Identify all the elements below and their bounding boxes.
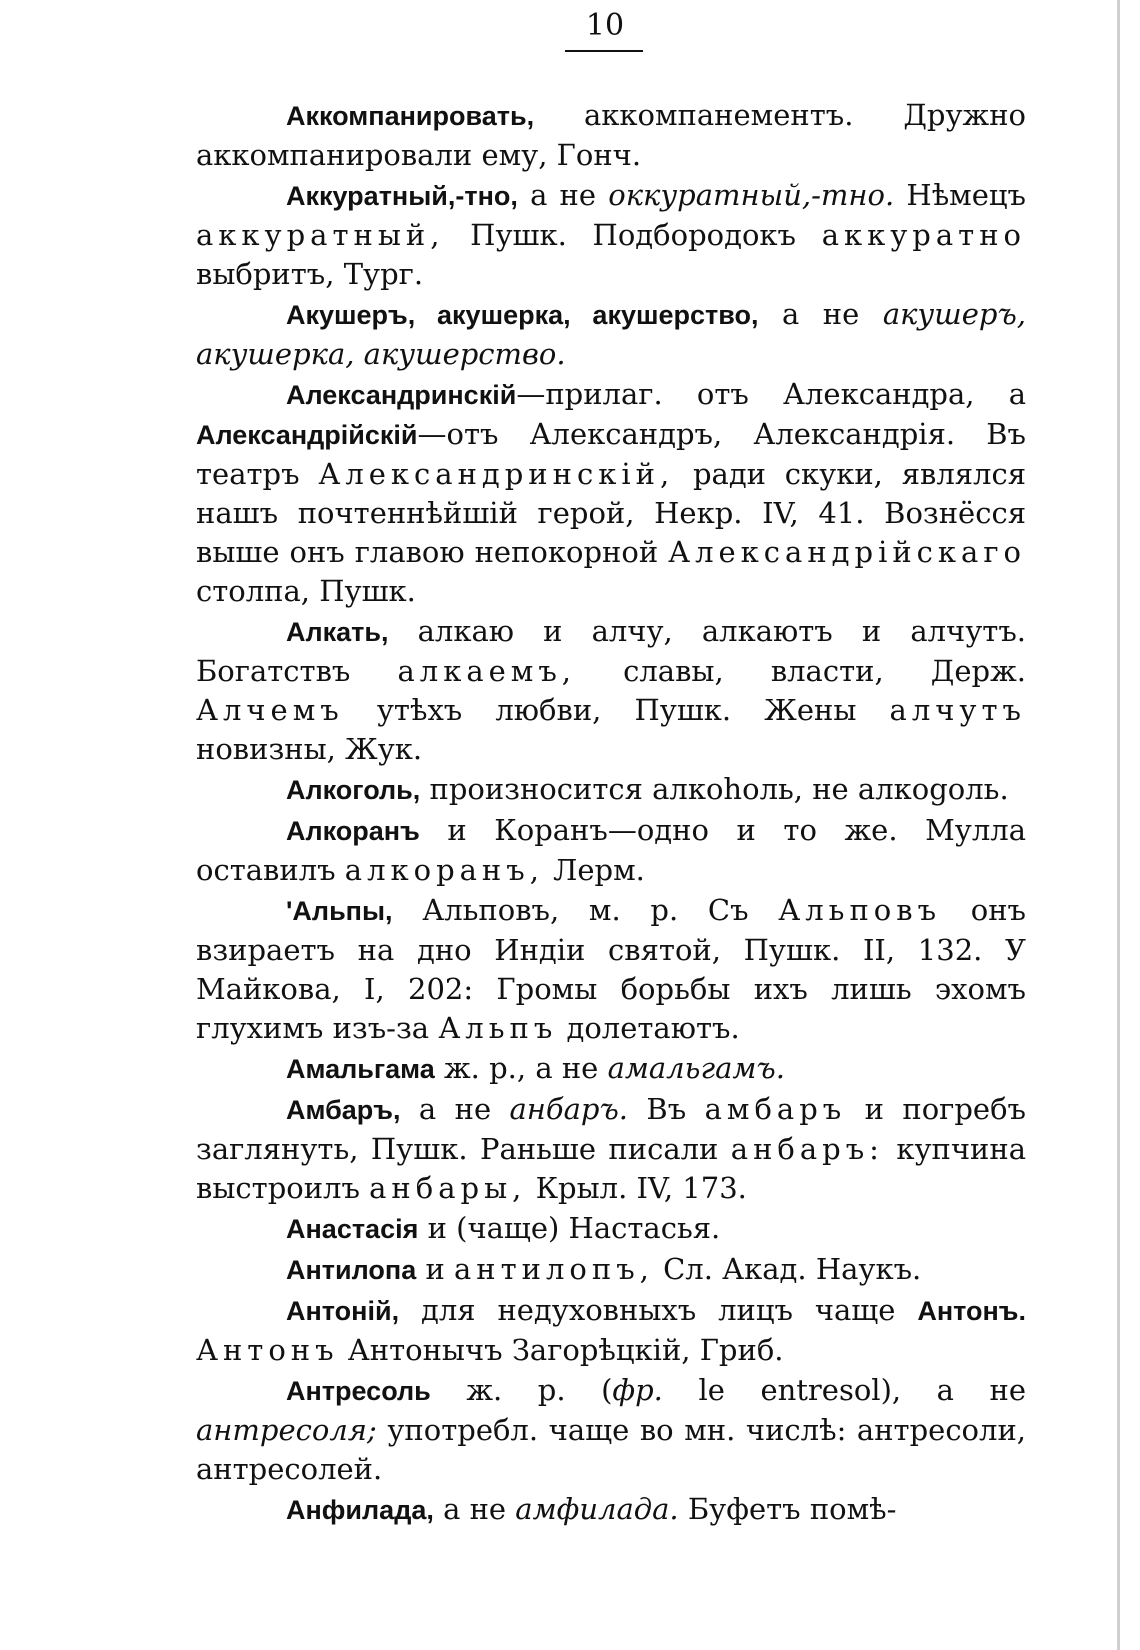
- entry-antresol: [196, 1371, 1026, 1489]
- incorrect-form: оккуратный,-тно.: [608, 178, 895, 212]
- entry-alkat: [196, 612, 1026, 769]
- spaced-example: Альпъ: [438, 1011, 558, 1045]
- entry-text: произносится алкоhоль, не алкоgоль.: [420, 772, 1009, 806]
- entry-text: —отъ Александръ, Александрія. Въ театръ: [196, 417, 1026, 491]
- incorrect-form: амальгамъ.: [607, 1051, 785, 1085]
- entry-alkogol: [196, 770, 1026, 810]
- spaced-example: Альповъ: [778, 893, 942, 927]
- abbreviation: фр.: [612, 1373, 663, 1407]
- entry-text: употребл. чаще во мн. числѣ: антресоли, антресолей.: [196, 1413, 1026, 1486]
- page-number: 10: [585, 8, 625, 43]
- headword: Алкоранъ: [286, 816, 420, 846]
- entry-text: ж. р., а не: [434, 1051, 608, 1085]
- spaced-example: алкаемъ,: [397, 654, 576, 688]
- entry-text: Нѣмецъ: [894, 178, 1026, 212]
- entry-text: Антонычъ Загорѣцкій, Гриб.: [338, 1333, 784, 1367]
- entry-text: и погребъ заглянуть, Пушк. Раньше писали: [196, 1092, 1027, 1166]
- entry-text: Альповъ, м. р. Съ: [392, 893, 779, 927]
- entry-akusher: [196, 295, 1026, 374]
- entry-alkoran: [196, 811, 1026, 890]
- entry-text: а не: [400, 1092, 510, 1126]
- entry-text: утѣхъ любви, Пушк. Жены: [343, 693, 890, 727]
- spaced-example: аккуратный,: [196, 218, 445, 252]
- entry-text: ж. р. (: [430, 1373, 613, 1407]
- entry-antilopa: [196, 1250, 1026, 1290]
- headword: Амбаръ,: [286, 1095, 401, 1125]
- spaced-example: анбаръ:: [730, 1132, 884, 1166]
- entry-aleksandrinsky: [196, 375, 1026, 611]
- entry-text: а не: [758, 297, 883, 331]
- entry-text: столпа, Пушк.: [196, 574, 416, 608]
- entry-anastasia: [196, 1209, 1026, 1249]
- headword: Александрійскій: [196, 420, 418, 450]
- page-edge: [1117, 0, 1120, 1650]
- entry-text: славы, власти, Держ.: [576, 654, 1026, 688]
- incorrect-form: амфилада.: [515, 1492, 679, 1526]
- headword: Антонъ.: [917, 1296, 1026, 1326]
- entry-text: Буфетъ помѣ-: [678, 1492, 897, 1526]
- headword: Аккуратный,-тно,: [286, 181, 518, 211]
- incorrect-form: акушеръ, акушерка, акушерство.: [196, 297, 1027, 371]
- entry-text: а не: [433, 1492, 516, 1526]
- spaced-example: Александринскій,: [318, 457, 675, 491]
- headword: Алкать,: [286, 617, 389, 647]
- entry-text: le entresol), а не: [662, 1373, 1026, 1407]
- page-number-rule: [565, 50, 643, 52]
- entry-text: купчина выстроилъ: [196, 1132, 1026, 1205]
- headword: Антоній,: [286, 1296, 400, 1326]
- spaced-example: Александрійскаго: [668, 535, 1026, 569]
- entry-text: долетаютъ.: [557, 1011, 740, 1045]
- entry-antony: [196, 1291, 1026, 1370]
- spaced-example: аккуратно: [821, 218, 1026, 252]
- entry-text: алкаю и алчу, алкаютъ и алчутъ. Богатствъ: [196, 614, 1026, 688]
- entry-akkompanirovat: [196, 96, 1026, 175]
- entry-text: ради скуки, являлся нашъ почтеннѣйшій герой, Некр. IV, 41. Вознёсся выше онъ главою непокорной: [196, 457, 1026, 569]
- headword: Анфилада,: [286, 1495, 434, 1525]
- headword: Акушеръ, акушерка, акушерство,: [286, 300, 759, 330]
- headword: Аккомпанировать,: [286, 101, 535, 131]
- entry-text: а не: [517, 178, 609, 212]
- spaced-example: анбары,: [369, 1171, 527, 1205]
- headword: Амальгама: [286, 1054, 435, 1084]
- entry-text: Пушк. Подбородокъ: [444, 218, 822, 252]
- spaced-example: алчутъ: [889, 693, 1026, 727]
- entry-text: и: [416, 1252, 455, 1286]
- spaced-example: алкоранъ,: [344, 853, 544, 887]
- headword: Антилопа: [286, 1255, 417, 1285]
- spaced-example: Алчемъ: [196, 693, 344, 727]
- entry-anfilada: [196, 1490, 1026, 1530]
- incorrect-form: анбаръ.: [509, 1092, 629, 1126]
- entry-text: —прилаг. отъ Александра, а: [516, 377, 1026, 411]
- entry-alpy: [196, 891, 1026, 1048]
- headword: Антресоль: [286, 1376, 431, 1406]
- entry-text: и Коранъ—одно и то же. Мулла оставилъ: [196, 813, 1026, 887]
- entry-akkuratny: [196, 176, 1026, 294]
- entry-text: Лерм.: [543, 853, 645, 887]
- headword: Анастасія: [286, 1214, 419, 1244]
- entry-text: для недуховныхъ лицъ чаще: [399, 1293, 918, 1327]
- entry-text: Сл. Акад. Наукъ.: [653, 1252, 922, 1286]
- entry-text: онъ взираетъ на дно Индіи святой, Пушк. II, 132. У Майкова, I, 202: Громы борьбы ихъ лишь эхомъ глухимъ изъ-за: [196, 893, 1026, 1045]
- entry-text: выбритъ, Тург.: [196, 257, 424, 291]
- incorrect-form: антресоля;: [196, 1413, 377, 1447]
- entry-amalgama: [196, 1049, 1026, 1089]
- entry-text: Крыл. IV, 173.: [526, 1171, 747, 1205]
- headword: Александринскій: [286, 380, 517, 410]
- dictionary-body: [196, 96, 1026, 1531]
- entry-ambar: [196, 1090, 1026, 1208]
- entry-text: и (чаще) Настасья.: [418, 1211, 721, 1245]
- headword: Алкоголь,: [286, 775, 421, 805]
- entry-text: новизны, Жук.: [196, 732, 423, 766]
- entry-text: Въ: [628, 1092, 705, 1126]
- spaced-example: Антонъ: [196, 1333, 339, 1367]
- spaced-example: антилопъ,: [454, 1252, 654, 1286]
- entry-text: аккомпанементъ. Дружно аккомпанировали ему, Гонч.: [196, 98, 1026, 172]
- spaced-example: амбаръ: [704, 1092, 847, 1126]
- headword: 'Альпы,: [286, 896, 393, 926]
